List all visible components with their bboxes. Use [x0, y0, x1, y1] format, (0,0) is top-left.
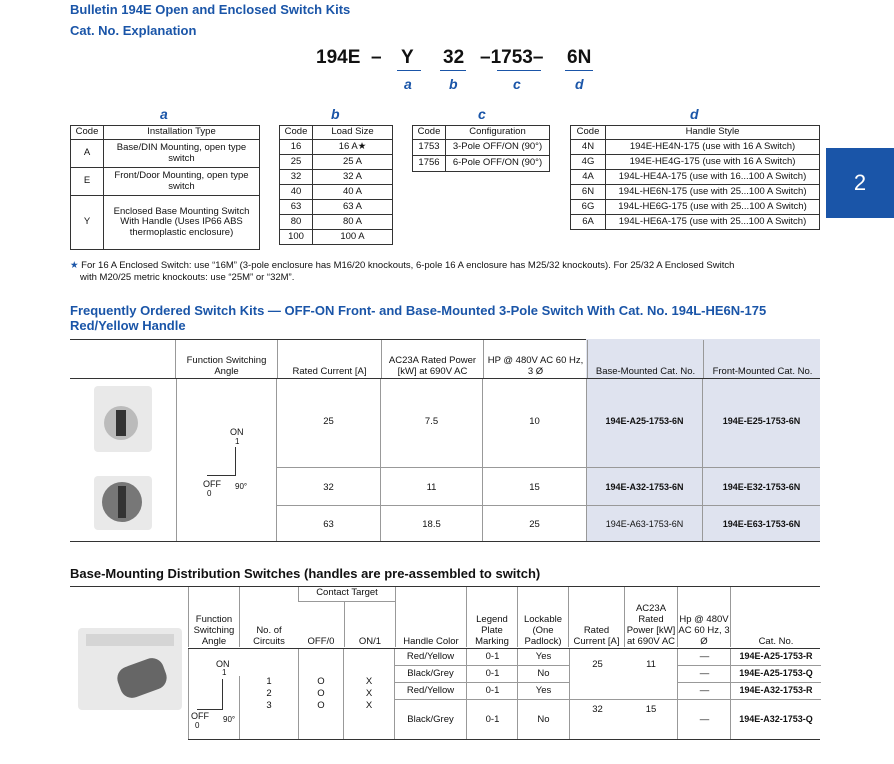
- on-mark: X: [365, 688, 373, 699]
- switch-enclosed-image: [94, 476, 152, 530]
- s2-header-current: Rated Current [A]: [277, 340, 381, 379]
- cell-lockable: Yes: [535, 651, 552, 662]
- s3-header-catno: Cat. No.: [730, 587, 821, 647]
- underline-b: [440, 70, 466, 71]
- desc-cell: 194E-HE4N-175 (use with 16 A Switch): [606, 140, 820, 155]
- catno-label-b: b: [449, 76, 458, 92]
- s3-header-current: Rated Current [A]: [568, 587, 624, 647]
- diagram-on-label: ON: [230, 427, 244, 437]
- cell-hp: —: [699, 714, 710, 725]
- s3-header-off: OFF/0: [307, 636, 335, 647]
- catno-part-c: –1753–: [480, 47, 544, 68]
- section2-title-line1: Frequently Ordered Switch Kits — OFF-ON Front- and Base-Mounted 3-Pole Switch With Cat. No. 194L-HE6N-175: [70, 303, 767, 318]
- s3-group-25: [569, 649, 626, 700]
- cell-lockable: No: [537, 714, 550, 725]
- footnote-line2: with M20/25 metric knockouts: use “25M” or “32M”.: [80, 272, 295, 283]
- distribution-switch-image: [78, 628, 182, 710]
- s3-header-legend: Legend Plate Marking: [466, 587, 517, 647]
- underline-c: [497, 70, 541, 71]
- footnote-star: ★: [70, 260, 79, 271]
- section2-title-line2: Red/Yellow Handle: [70, 318, 186, 333]
- table-letter-c: c: [478, 106, 486, 122]
- cell-current: 32: [592, 704, 603, 715]
- catno-part-series: 194E: [316, 47, 361, 68]
- cell-legend: 0-1: [485, 651, 500, 662]
- off-mark: O: [317, 688, 325, 699]
- s2-vsep: [276, 379, 277, 541]
- s2-row-63: [277, 506, 820, 542]
- desc-cell: 3-Pole OFF/ON (90°): [446, 140, 550, 156]
- s3-bottom-rule: [188, 739, 820, 740]
- cell-hp: —: [699, 651, 710, 662]
- s2-row-25: [277, 379, 820, 468]
- code-cell: 4G: [571, 155, 606, 170]
- col-header-code: Code: [413, 126, 446, 140]
- footnote-line1: For 16 A Enclosed Switch: use “16M” (3-pole enclosure has M16/20 knockouts, 6-pole 16 A enclosure has M25/32 knockouts). For 25/32 A Enclosed Switch: [81, 260, 735, 271]
- col-header-code: Code: [571, 126, 606, 140]
- table-load-size: [279, 125, 393, 245]
- diagram-off-label: OFF: [203, 479, 221, 489]
- desc-cell: Front/Door Mounting, open type switch: [104, 168, 260, 196]
- s3-vsep: [298, 649, 299, 739]
- cell-hp: —: [699, 668, 710, 679]
- s3-header-hp: Hp @ 480V AC 60 Hz, 3 Ø: [677, 587, 730, 647]
- s2-header-angle: Function Switching Angle: [175, 340, 277, 379]
- desc-cell: 63 A: [313, 200, 393, 215]
- desc-cell: 100 A: [313, 230, 393, 245]
- diagram-one-label: 1: [235, 437, 240, 446]
- code-cell: 6N: [571, 185, 606, 200]
- diagram-vertical-line: [222, 679, 223, 709]
- cell-power: 18.5: [422, 519, 441, 530]
- code-cell: 80: [280, 215, 313, 230]
- diagram-one-label: 1: [222, 668, 227, 677]
- s3-group-25-power: [625, 649, 678, 700]
- diagram-zero-label: 0: [195, 721, 200, 730]
- code-cell: 6G: [571, 200, 606, 215]
- code-cell: 4A: [571, 170, 606, 185]
- col-header-code: Code: [280, 126, 313, 140]
- code-cell: 1756: [413, 156, 446, 172]
- circuit-num: 3: [266, 700, 272, 711]
- desc-cell: 194E-HE4G-175 (use with 16 A Switch): [606, 155, 820, 170]
- cell-current: 32: [323, 482, 334, 493]
- desc-cell: 6-Pole OFF/ON (90°): [446, 156, 550, 172]
- cell-base-catno: 194E-A25-1753-6N: [605, 416, 684, 426]
- section-subtitle: Cat. No. Explanation: [70, 23, 197, 38]
- s3-group-32-power: [625, 700, 678, 739]
- s3-header-angle: Function Switching Angle: [188, 587, 239, 647]
- code-cell: 4N: [571, 140, 606, 155]
- s3-group-32: [569, 700, 626, 739]
- underline-d: [565, 70, 593, 71]
- catno-label-d: d: [575, 76, 584, 92]
- desc-cell: 16 A★: [313, 140, 393, 155]
- diagram-angle-label: 90°: [235, 482, 248, 491]
- s2-header-base: Base-Mounted Cat. No.: [587, 340, 703, 379]
- desc-cell: 194L-HE6A-175 (use with 25...100 A Switch): [606, 215, 820, 230]
- code-cell: 100: [280, 230, 313, 245]
- cell-legend: 0-1: [485, 668, 500, 679]
- table-installation-type: [70, 125, 260, 250]
- col-header-code: Code: [71, 126, 104, 140]
- circuit-num: 1: [266, 676, 272, 687]
- diagram-vertical-line: [235, 447, 236, 475]
- cell-current: 63: [323, 519, 334, 530]
- catno-part-a: Y: [401, 47, 414, 68]
- cell-catno: 194E-A32-1753-R: [739, 685, 813, 695]
- code-cell: 16: [280, 140, 313, 155]
- cell-legend: 0-1: [485, 685, 500, 696]
- cell-legend: 0-1: [485, 714, 500, 725]
- circuit-num: 2: [266, 688, 272, 699]
- on-mark: X: [365, 676, 373, 687]
- cell-front-catno: 194E-E63-1753-6N: [722, 519, 801, 529]
- diagram-angle-label: 90°: [223, 715, 236, 724]
- s3-rows: [394, 649, 821, 739]
- cell-color: Black/Grey: [407, 668, 454, 679]
- cell-hp: —: [699, 685, 710, 696]
- code-cell: 1753: [413, 140, 446, 156]
- page-tab-marker: 2: [826, 148, 894, 218]
- desc-cell: Base/DIN Mounting, open type switch: [104, 140, 260, 168]
- s2-bottom-rule: [70, 541, 820, 542]
- diagram-off-label: OFF: [191, 711, 209, 721]
- on-mark: X: [365, 700, 373, 711]
- cell-base-catno: 194E-A63-1753-6N: [605, 519, 684, 529]
- cell-power: 11: [646, 659, 656, 670]
- off-mark: O: [317, 676, 325, 687]
- s3-header-circuits: No. of Circuits: [239, 587, 298, 647]
- code-cell: Y: [71, 196, 104, 250]
- diagram-horizontal-line: [197, 709, 223, 710]
- off-mark: O: [317, 700, 325, 711]
- cell-color: Black/Grey: [407, 714, 454, 725]
- s2-vsep: [586, 379, 587, 541]
- s3-header-color: Handle Color: [395, 587, 466, 647]
- s2-header-front: Front-Mounted Cat. No.: [703, 340, 821, 379]
- desc-cell: 32 A: [313, 170, 393, 185]
- bulletin-title: Bulletin 194E Open and Enclosed Switch Kits: [70, 2, 351, 17]
- table-configuration: [412, 125, 550, 172]
- table-letter-b: b: [331, 106, 340, 122]
- desc-cell: 80 A: [313, 215, 393, 230]
- s3-header-on: ON/1: [344, 602, 395, 647]
- catno-dash-1: –: [371, 47, 382, 68]
- s3-vsep: [343, 649, 344, 739]
- footnote: [70, 260, 820, 284]
- cell-lockable: Yes: [535, 685, 552, 696]
- cell-power: 11: [426, 482, 437, 493]
- cell-hp: 15: [529, 482, 540, 493]
- s3-header-power: AC23A Rated Power [kW] at 690V AC: [624, 587, 677, 647]
- col-header-handle: Handle Style: [606, 126, 820, 140]
- table-handle-style: [570, 125, 820, 230]
- s2-header-hp: HP @ 480V AC 60 Hz, 3 Ø: [483, 340, 587, 379]
- cell-front-catno: 194E-E32-1753-6N: [722, 482, 801, 492]
- s3-header-lockable: Lockable (One Padlock): [517, 587, 568, 647]
- code-cell: 40: [280, 185, 313, 200]
- code-cell: E: [71, 168, 104, 196]
- switch-open-image: [94, 386, 152, 452]
- cell-color: Red/Yellow: [406, 685, 455, 696]
- cell-power: 15: [645, 704, 657, 715]
- desc-cell: 194L-HE6N-175 (use with 25...100 A Switch): [606, 185, 820, 200]
- col-header-installation: Installation Type: [104, 126, 260, 140]
- s3-contact-target-header: Contact Target: [298, 587, 396, 602]
- s2-vsep: [482, 379, 483, 541]
- code-cell: 6A: [571, 215, 606, 230]
- catno-label-a: a: [404, 76, 412, 92]
- cell-front-catno: 194E-E25-1753-6N: [722, 416, 801, 426]
- cell-catno: 194E-A25-1753-R: [739, 651, 813, 661]
- cell-base-catno: 194E-A32-1753-6N: [605, 482, 684, 492]
- code-cell: 32: [280, 170, 313, 185]
- cell-hp: 25: [529, 519, 540, 530]
- diagram-horizontal-line: [207, 475, 236, 476]
- desc-cell: 194L-HE4A-175 (use with 16...100 A Switch): [606, 170, 820, 185]
- catno-part-d: 6N: [567, 47, 592, 68]
- cell-catno: 194E-A32-1753-Q: [739, 714, 813, 724]
- cell-current: 25: [592, 659, 603, 670]
- diagram-zero-label: 0: [207, 489, 212, 498]
- s2-vsep: [702, 379, 703, 541]
- s2-vsep: [380, 379, 381, 541]
- s3-angle-diagram: [188, 649, 239, 739]
- cell-current: 25: [323, 416, 334, 427]
- col-header-configuration: Configuration: [446, 126, 550, 140]
- s2-header-power: AC23A Rated Power [kW] at 690V AC: [381, 340, 483, 379]
- underline-a: [397, 70, 421, 71]
- code-cell: A: [71, 140, 104, 168]
- desc-cell: 40 A: [313, 185, 393, 200]
- s3-on-cell: [344, 676, 394, 712]
- catno-label-c: c: [513, 76, 521, 92]
- s3-vsep: [466, 649, 467, 739]
- s3-off-cell: [299, 676, 343, 712]
- cell-hp: 10: [529, 416, 540, 427]
- s2-angle-diagram: [176, 379, 278, 541]
- desc-cell: 25 A: [313, 155, 393, 170]
- s2-row-32: [277, 468, 820, 506]
- section3-title: Base-Mounting Distribution Switches (handles are pre-assembled to switch): [70, 566, 541, 581]
- desc-cell: Enclosed Base Mounting Switch With Handle (Uses IP66 ABS thermoplastic enclosure): [104, 196, 260, 250]
- s3-vsep: [517, 649, 518, 739]
- catno-part-b: 32: [443, 47, 465, 68]
- s3-vsep: [730, 649, 731, 739]
- cell-lockable: No: [537, 668, 550, 679]
- cell-power: 7.5: [424, 416, 439, 427]
- code-cell: 63: [280, 200, 313, 215]
- cell-color: Red/Yellow: [406, 651, 455, 662]
- desc-cell: 194L-HE6G-175 (use with 25...100 A Switch): [606, 200, 820, 215]
- s3-circuits-cell: [239, 676, 298, 739]
- cell-catno: 194E-A25-1753-Q: [739, 668, 813, 678]
- table-letter-a: a: [160, 106, 168, 122]
- code-cell: 25: [280, 155, 313, 170]
- table-letter-d: d: [690, 106, 699, 122]
- col-header-load: Load Size: [313, 126, 393, 140]
- diagram-on-label: ON: [216, 659, 230, 669]
